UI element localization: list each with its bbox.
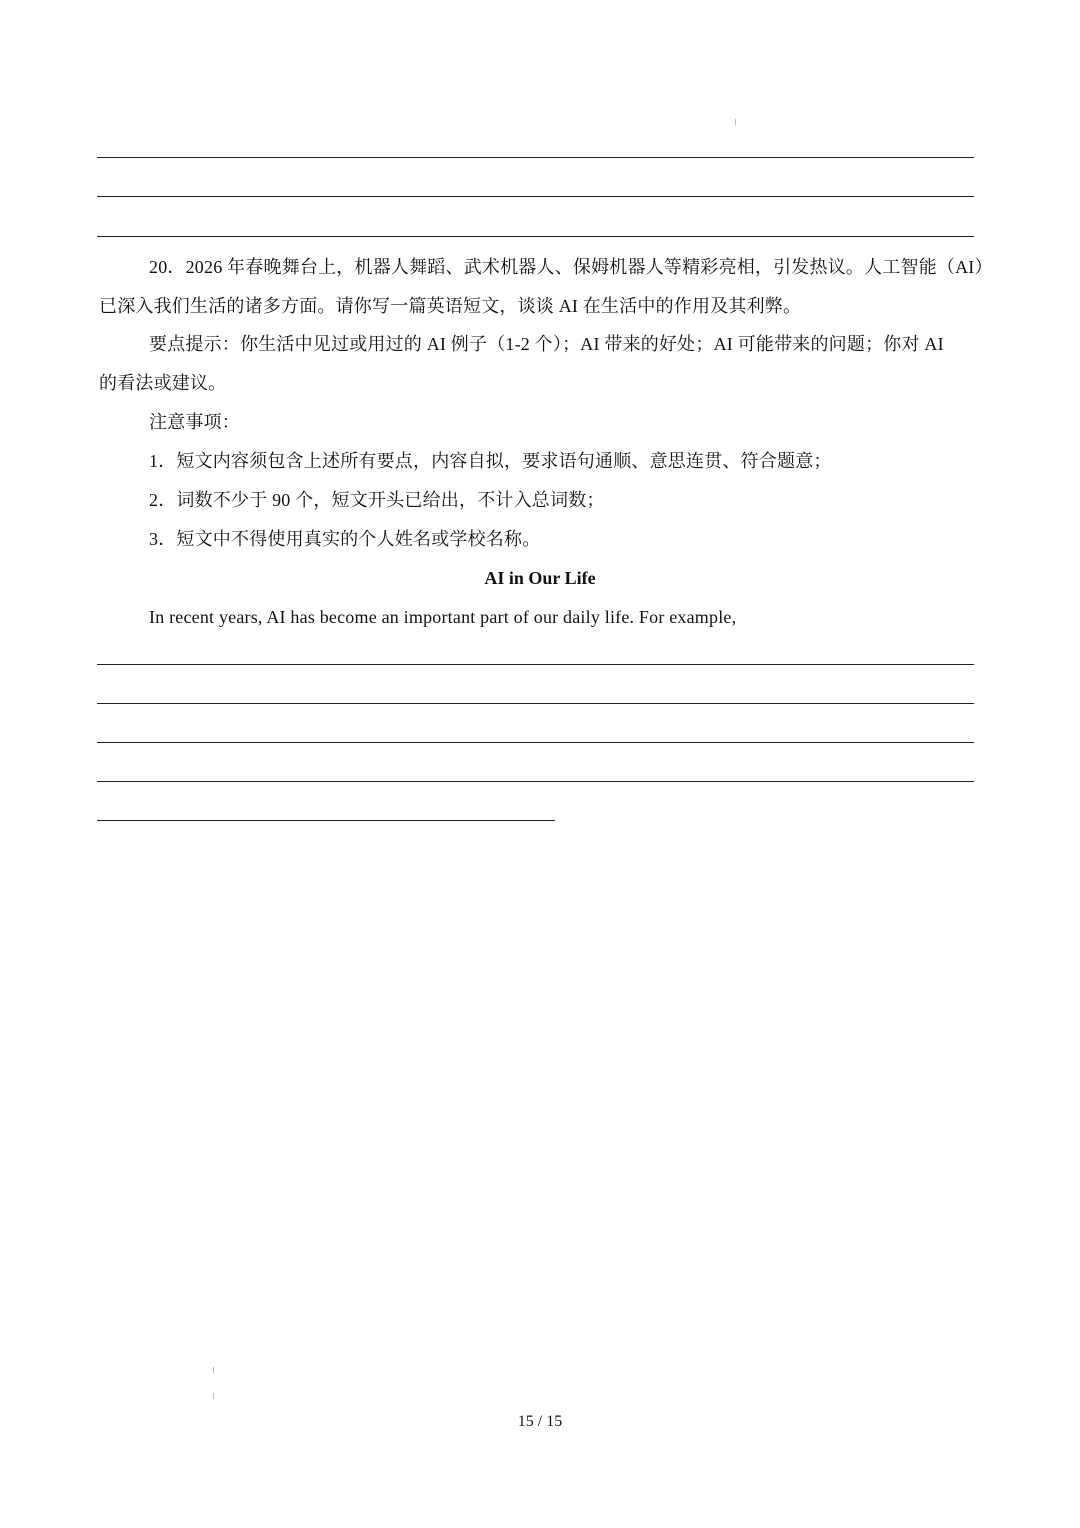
writing-line	[97, 820, 555, 821]
note-item-2: 2．词数不少于 90 个，短文开头已给出，不计入总词数；	[149, 490, 605, 510]
writing-line	[97, 742, 974, 743]
writing-line	[97, 781, 974, 782]
scan-mark	[735, 119, 736, 125]
question-intro-line-2: 已深入我们生活的诸多方面。请你写一篇英语短文，谈谈 AI 在生活中的作用及其利弊。	[99, 296, 802, 316]
essay-title: AI in Our Life	[484, 568, 596, 588]
note-item-1: 1．短文内容须包含上述所有要点，内容自拟，要求语句通顺、意思连贯、符合题意；	[149, 451, 832, 471]
notes-heading: 注意事项：	[149, 412, 240, 432]
page-number: 15 / 15	[517, 1413, 563, 1430]
hints-line-1: 要点提示：你生活中见过或用过的 AI 例子（1-2 个）；AI 带来的好处；AI 可能带来的问题；你对 AI	[149, 334, 944, 354]
scan-mark	[213, 1367, 214, 1373]
answer-line	[97, 236, 974, 237]
writing-line	[97, 703, 974, 704]
hints-line-2: 的看法或建议。	[99, 373, 227, 393]
note-item-3: 3．短文中不得使用真实的个人姓名或学校名称。	[149, 529, 541, 549]
question-intro-line-1: 20．2026 年春晚舞台上，机器人舞蹈、武术机器人、保姆机器人等精彩亮相，引发热议。人工智能（AI）	[149, 257, 993, 277]
answer-line	[97, 196, 974, 197]
scan-mark	[213, 1393, 214, 1399]
essay-opening: In recent years, AI has become an important part of our daily life. For example,	[149, 607, 737, 627]
writing-line	[97, 664, 974, 665]
answer-line	[97, 157, 974, 158]
